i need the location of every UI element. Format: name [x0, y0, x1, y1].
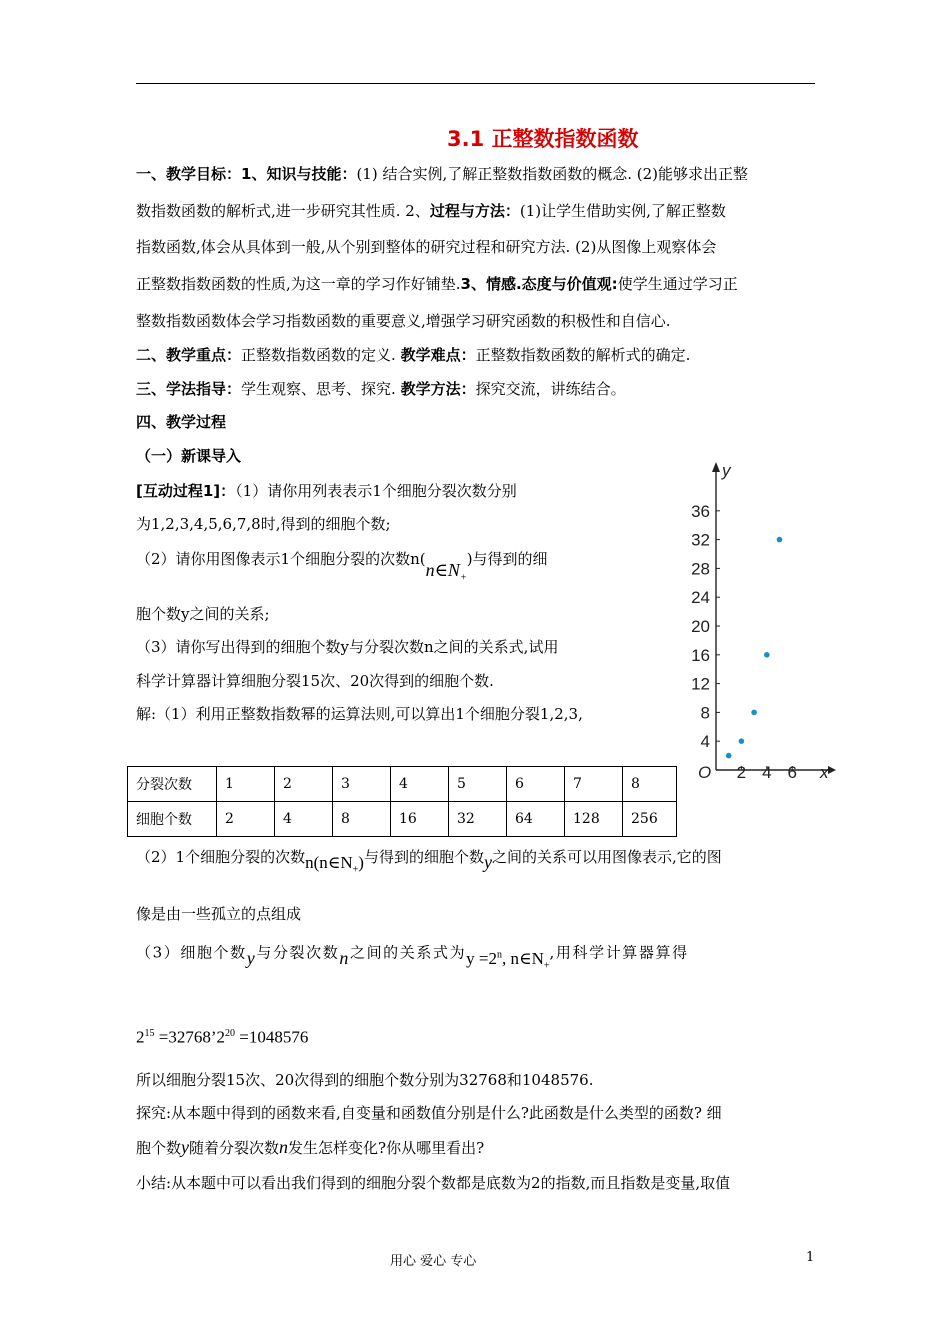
- table-cell: 8: [623, 767, 677, 802]
- y-tick-label: 36: [691, 501, 710, 521]
- objectives-line-2: [136, 201, 726, 221]
- interact-line-3: [136, 548, 548, 584]
- answer-text: ,用科学计算器算得: [549, 943, 689, 962]
- interact-text: （1）请你用列表表示1个细胞分裂次数分别: [235, 482, 517, 500]
- table-cell: 128: [565, 802, 623, 837]
- solution-line: 解:（1）利用正整数指数幂的运算法则,可以算出1个细胞分裂1,2,3,: [136, 705, 583, 723]
- math-y: y: [181, 1137, 190, 1157]
- difficulty-heading: 教学难点：: [400, 346, 476, 364]
- scatter-chart: [680, 458, 840, 788]
- objectives-line-4: [136, 274, 738, 294]
- objectives-text: 使学生通过学习正: [617, 275, 738, 293]
- method-line: [136, 379, 626, 399]
- difficulty-text: 正整数指数函数的解析式的确定.: [475, 346, 691, 364]
- math-text: ’: [210, 1027, 217, 1047]
- y-tick-label: 16: [691, 645, 710, 665]
- formula: [466, 948, 550, 972]
- key-points: [136, 345, 690, 365]
- table-cell: 4: [391, 767, 449, 802]
- intro-heading: （一）新课导入: [136, 447, 242, 465]
- interact-line-1: [136, 481, 517, 501]
- data-point: [726, 753, 732, 759]
- x-axis-label: x: [820, 763, 829, 782]
- math-text: 2: [136, 1027, 145, 1047]
- process-heading: 四、教学过程: [136, 413, 227, 431]
- table-cell: 64: [507, 802, 565, 837]
- math-n-in-N: [425, 560, 467, 584]
- table-cell: 5: [449, 767, 507, 802]
- y-tick-label: 12: [691, 674, 710, 694]
- data-point: [739, 738, 745, 744]
- math-text: , n∈N: [502, 948, 544, 968]
- y-tick-label: 28: [691, 559, 710, 579]
- table-cell: 256: [623, 802, 677, 837]
- table-cell: 分裂次数: [128, 767, 217, 802]
- conclusion: 所以细胞分裂15次、20次得到的细胞个数分别为32768和1048576.: [136, 1071, 594, 1089]
- key-text: 正整数指数函数的定义.: [241, 346, 396, 364]
- y-tick-label: 32: [691, 530, 710, 550]
- data-point: [764, 652, 770, 658]
- table-cell: 4: [275, 802, 333, 837]
- explore-line-1: 探究:从本题中得到的函数来看,自变量和函数值分别是什么?此函数是什么类型的函数? 细: [136, 1104, 722, 1122]
- process-method-heading: 过程与方法：: [429, 202, 520, 220]
- interact-text: （2）请你用图像表示1个细胞分裂的次数n(: [136, 550, 426, 568]
- answer-3-line: [136, 939, 689, 970]
- objectives-text: (1)让学生借助实例,了解正整数: [519, 202, 726, 220]
- x-tick-label: 2: [736, 763, 747, 782]
- y-tick-label: 4: [700, 732, 710, 752]
- math-text: n(n∈N: [305, 853, 353, 872]
- objectives-line-3: 指数函数,体会从具体到一般,从个别到整体的研究过程和研究方法. (2)从图像上观察体会: [136, 238, 717, 256]
- math-n: n: [339, 947, 350, 968]
- teaching-method-heading: 教学方法：: [400, 380, 476, 398]
- table-cell: 8: [333, 802, 391, 837]
- y-axis-arrow: [712, 462, 720, 472]
- math-text: ): [358, 853, 364, 872]
- header-rule: [136, 83, 815, 84]
- answer-text: 之间的关系式为: [349, 943, 467, 962]
- objectives-text: 正整数指数函数的性质,为这一章的学习作好铺垫.: [136, 275, 461, 293]
- answer-text: （3）细胞个数: [136, 943, 247, 962]
- summary: 小结:从本题中可以看出我们得到的细胞分裂个数都是底数为2的指数,而且指数是变量,取值: [136, 1174, 731, 1192]
- answer-text: 与分裂次数: [256, 943, 340, 962]
- teaching-method-text: 探究交流，讲练结合。: [475, 380, 626, 398]
- table-cell: 32: [449, 802, 507, 837]
- table-cell: 6: [507, 767, 565, 802]
- table-cell: 16: [391, 802, 449, 837]
- answer-2-line-2: 像是由一些孤立的点组成: [136, 905, 302, 923]
- objectives-line-5: 整数指数函数体会学习指数函数的重要意义,增强学习研究函数的积极性和自信心.: [136, 312, 671, 330]
- table-row: [128, 767, 677, 802]
- key-heading: 二、教学重点：: [136, 346, 242, 364]
- y-axis-label: y: [722, 461, 731, 480]
- calculation: [136, 1024, 308, 1048]
- interact-label: [互动过程1]：: [136, 482, 236, 500]
- x-tick-label: 4: [762, 763, 772, 782]
- explore-text: 随着分裂次数: [189, 1139, 280, 1157]
- y-tick-label: 20: [691, 617, 710, 636]
- x-tick-label: 6: [787, 763, 797, 782]
- objectives-text: 数指数函数的解析式,进一步研究其性质. 2、: [136, 202, 430, 220]
- interact-text: )与得到的细: [466, 550, 548, 568]
- math-sub: +: [543, 960, 550, 972]
- table-cell: 2: [217, 802, 275, 837]
- math-sub: +: [352, 864, 359, 876]
- answer-text: （2）1个细胞分裂的次数: [136, 848, 306, 866]
- math-sup: n: [497, 949, 503, 960]
- explore-text: 发生怎样变化?你从哪里看出?: [288, 1139, 485, 1157]
- footer-text: 用心 爱心 专心: [390, 1254, 477, 1269]
- interact-line-6: 科学计算器计算细胞分裂15次、20次得到的细胞个数.: [136, 672, 494, 690]
- math-text: n∈N: [425, 560, 460, 580]
- table-cell: 2: [275, 767, 333, 802]
- answer-text: 与得到的细胞个数: [363, 848, 484, 866]
- page-number: 1: [806, 1250, 815, 1265]
- math-y: y: [483, 852, 492, 872]
- table-row: [128, 802, 677, 837]
- math-y: y: [246, 947, 257, 968]
- study-method-text: 学生观察、思考、探究.: [241, 380, 396, 398]
- y-tick-label: 8: [700, 703, 710, 723]
- math-text: 2: [216, 1027, 226, 1047]
- math-n-in-N: [305, 853, 364, 876]
- table-cell: 3: [333, 767, 391, 802]
- x-axis-arrow: [828, 766, 836, 774]
- objectives-heading: 一、教学目标：1、知识与技能：: [136, 165, 357, 183]
- table-cell: 1: [217, 767, 275, 802]
- data-point: [777, 537, 783, 543]
- math-text: y =2: [466, 948, 498, 968]
- interact-line-5: （3）请你写出得到的细胞个数y与分裂次数n之间的关系式,试用: [136, 638, 559, 656]
- page-title: 3.1 正整数指数函数: [447, 127, 639, 151]
- math-sub: +: [459, 572, 467, 584]
- explore-text: 胞个数: [136, 1139, 182, 1157]
- math-sup: 15: [144, 1028, 155, 1039]
- data-point: [751, 710, 757, 716]
- study-method-heading: 三、学法指导：: [136, 380, 242, 398]
- math-sup: 20: [225, 1028, 236, 1039]
- y-tick-label: 24: [691, 588, 710, 608]
- objectives-line-1: [136, 164, 748, 184]
- table-cell: 7: [565, 767, 623, 802]
- objectives-text: (1) 结合实例,了解正整数指数函数的概念. (2)能够求出正整: [356, 165, 749, 183]
- data-table: [127, 766, 677, 837]
- interact-line-2: 为1,2,3,4,5,6,7,8时,得到的细胞个数;: [136, 515, 391, 533]
- explore-line-2: [136, 1137, 484, 1158]
- answer-text: 之间的关系可以用图像表示,它的图: [491, 848, 722, 866]
- math-n: n: [279, 1137, 289, 1157]
- interact-line-4: 胞个数y之间的关系;: [136, 605, 270, 623]
- math-text: =32768: [154, 1027, 211, 1047]
- math-text: =1048576: [235, 1027, 309, 1047]
- table-cell: 细胞个数: [128, 802, 217, 837]
- attitude-heading: 3、情感.态度与价值观:: [460, 275, 618, 293]
- answer-2-line-1: [136, 846, 722, 874]
- origin-label: O: [698, 763, 712, 782]
